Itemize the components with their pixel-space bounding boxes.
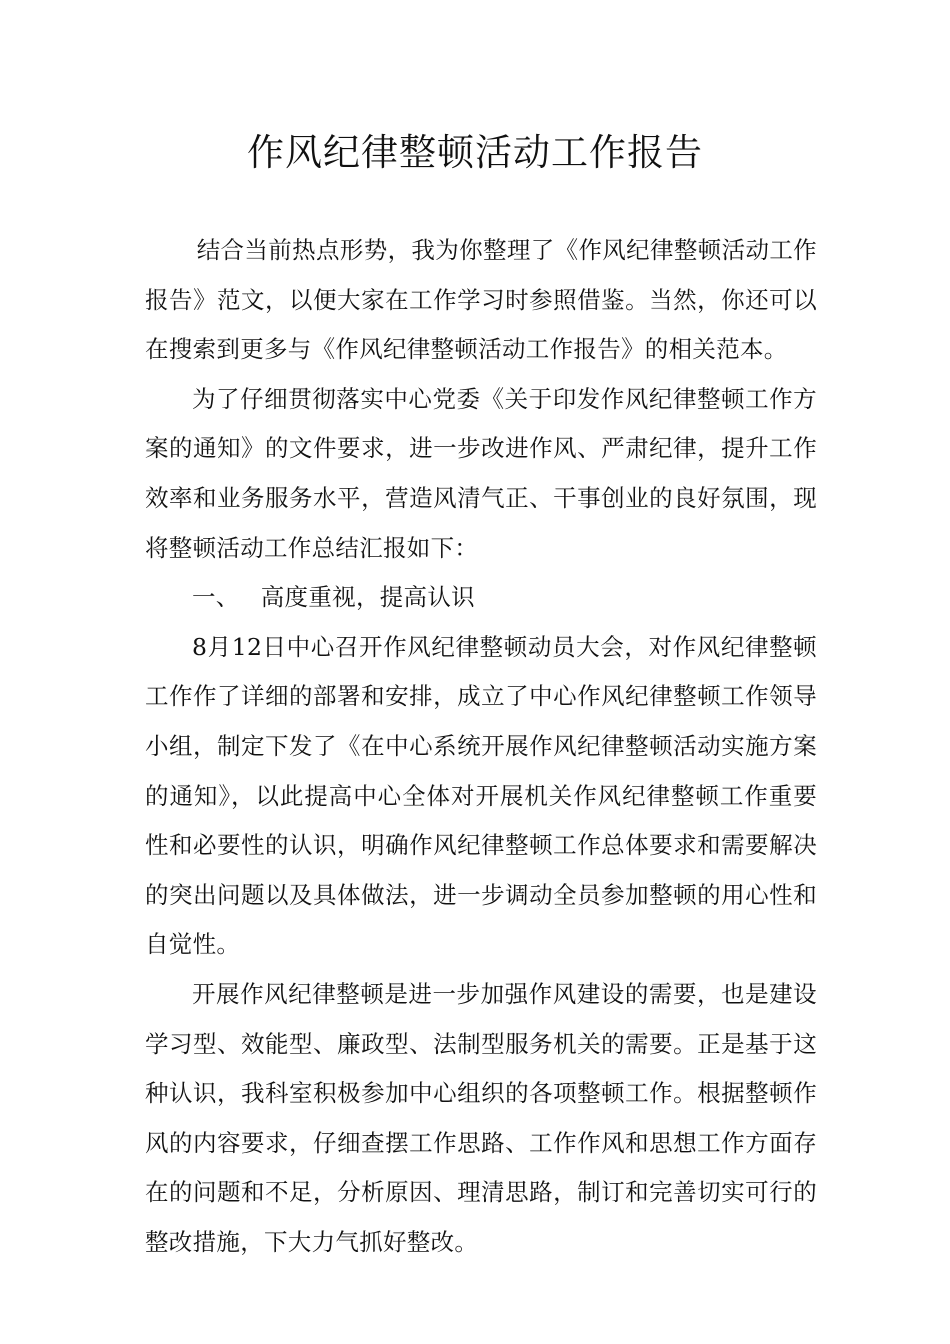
section-1-title: 高度重视，提高认识 [260,583,475,612]
paragraph-1: 为了仔细贯彻落实中心党委《关于印发作风纪律整顿工作方案的通知》的文件要求，进一步改进作风、严肃纪律，提升工作效率和业务服务水平，营造风清气正、干事创业的良好氛围，现将整顿活动工作总结汇报如下： [145,384,817,562]
intro-paragraph: 结合当前热点形势，我为你整理了《作风纪律整顿活动工作报告》范文，以便大家在工作学习时参照借鉴。当然，你还可以在搜索到更多与《作风纪律整顿活动工作报告》的相关范本。 [145,236,817,364]
section-1-heading [145,573,817,623]
document-body [145,226,817,1267]
paragraph-3: 开展作风纪律整顿是进一步加强作风建设的需要，也是建设学习型、效能型、廉政型、法制型服务机关的需要。正是基于这种认识，我科室积极参加中心组织的各项整顿工作。根据整顿作风的内容要求，仔细查摆工作思路、工作作风和思想工作方面存在的问题和不足，分析原因、理清思路，制订和完善切实可行的整改措施，下大力气抓好整改。 [145,979,817,1256]
section-1-number: 一、 [192,583,240,612]
document-title: 作风纪律整顿活动工作报告 [247,131,703,174]
paragraph-2: 8月12日中心召开作风纪律整顿动员大会，对作风纪律整顿工作作了详细的部署和安排，成立了中心作风纪律整顿工作领导小组，制定下发了《在中心系统开展作风纪律整顿活动实施方案的通知》，以此提高中心全体对开展机关作风纪律整顿工作重要性和必要性的认识，明确作风纪律整顿工作总体要求和需要解决的突出问题以及具体做法，进一步调动全员参加整顿的用心性和自觉性。 [145,632,817,959]
